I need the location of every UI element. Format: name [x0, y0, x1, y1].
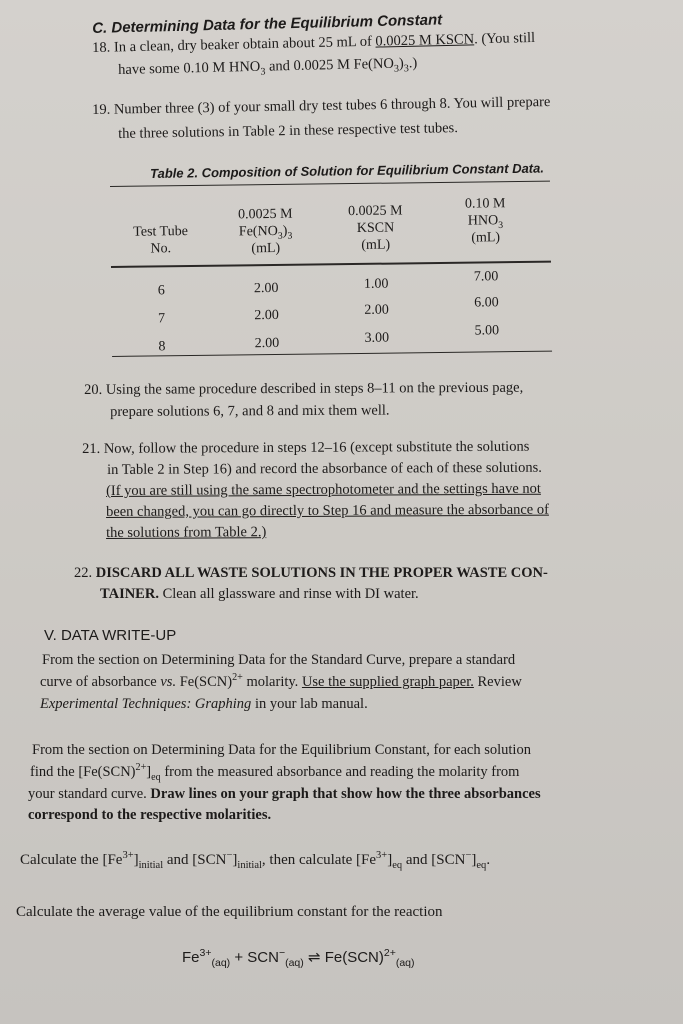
table-header-rule: [111, 261, 551, 268]
step-19-line-2: the three solutions in Table 2 in these respective test tubes.: [118, 120, 459, 142]
step-20-line-2: prepare solutions 6, 7, and 8 and mix them well.: [110, 402, 390, 420]
equilibrium-arrow-icon: ⇌: [303, 949, 325, 966]
write-up-p2-line-2: find the $[Fe(SCN)^{2+}]_{eq}$ from the measured absorbance and reading the molarity from: [30, 762, 520, 783]
table-row: 6 2.00 1.00 7.00: [157, 269, 499, 299]
step-20-line-1: 20. Using the same procedure described in steps 8–11 on the previous page,: [84, 379, 524, 398]
table-header-fe-no3: 0.0025 M $Fe(NO_3)_3$ (mL): [238, 206, 293, 257]
step-18-line-2: have some 0.10 M $HNO_3$ and 0.0025 M $Fe(NO_3)_3$.): [118, 55, 418, 78]
section-c-heading: C. Determining Data for the Equilibrium Constant: [92, 11, 443, 37]
equilibrium-equation: $Fe^{3+}_{(aq)} + SCN^-_{(aq)}$ ⇌ Fe(SCN)$^{2+}_{(aq)}$: [182, 947, 415, 969]
step-21-line-3: (If you are still using the same spectrophotometer and the settings have not: [106, 480, 541, 499]
write-up-p1-line-1: From the section on Determining Data for the Standard Curve, prepare a standard: [42, 652, 516, 668]
step-19-line-1: 19. Number three (3) of your small dry test tubes 6 through 8. You will prepare: [92, 94, 551, 118]
step-21-line-1: 21. Now, follow the procedure in steps 12–16 (except substitute the solutions: [82, 438, 530, 457]
table-row: 7 2.00 2.00 6.00: [158, 295, 499, 327]
write-up-p2-line-1: From the section on Determining Data for the Equilibrium Constant, for each solution: [32, 742, 531, 758]
table-2: [110, 181, 552, 358]
write-up-p2-line-4: correspond to the respective molarities.: [28, 807, 272, 823]
table-header-hno3: 0.10 M $HNO_3$ (mL): [464, 196, 506, 246]
step-22-line-2: TAINER. Clean all glassware and rinse with DI water.: [100, 586, 419, 602]
table-header-test-tube: Test Tube No.: [133, 224, 188, 257]
table-header-kscn: 0.0025 M KSCN (mL): [348, 203, 403, 253]
table-row: 8 2.00 3.00 5.00: [158, 323, 500, 355]
step-21-line-2: in Table 2 in Step 16) and record the absorbance of each of these solutions.: [107, 459, 542, 478]
table-2-title: Table 2. Composition of Solution for Equilibrium Constant Data.: [150, 160, 545, 181]
write-up-p2-line-3: your standard curve. Draw lines on your graph that show how the three absorbances: [28, 786, 541, 802]
step-21-line-4: been changed, you can go directly to Step 16 and measure the absorbance of: [106, 501, 549, 520]
step-21-line-5: the solutions from Table 2.): [106, 524, 267, 541]
step-18-line-1: 18. In a clean, dry beaker obtain about 25 mL of 0.0025 M KSCN. (You still: [92, 29, 536, 56]
section-v-heading: V. DATA WRITE-UP: [44, 627, 177, 644]
write-up-p4: Calculate the average value of the equilibrium constant for the reaction: [16, 904, 443, 920]
write-up-p3: Calculate the $[Fe^{3+}]_{initial}$ and $[SCN^-]_{initial}$, then calculate $[Fe^{3+}]_{eq}$ and $[SCN^-]_{eq}$.: [20, 850, 491, 871]
write-up-p1-line-3: Experimental Techniques: Graphing in your lab manual.: [40, 696, 368, 712]
write-up-p1-line-2: curve of absorbance vs. Fe(SCN)$^{2+}$ molarity. Use the supplied graph paper. Review: [40, 672, 522, 690]
step-22-line-1: 22. DISCARD ALL WASTE SOLUTIONS IN THE PROPER WASTE CON-: [74, 565, 548, 581]
